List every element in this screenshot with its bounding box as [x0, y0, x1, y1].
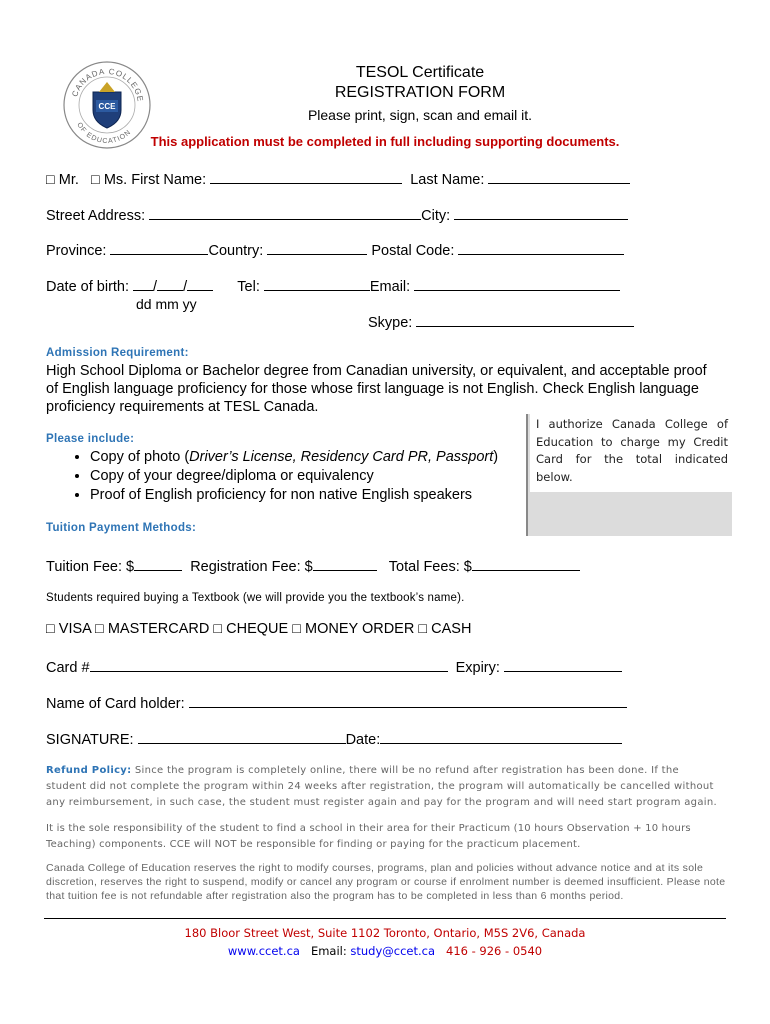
mr-checkbox[interactable]: □ Mr. — [46, 172, 79, 188]
province-label: Province: — [46, 243, 107, 259]
card-holder-field[interactable] — [189, 693, 627, 708]
registration-fee-field[interactable] — [313, 556, 377, 571]
admission-text: High School Diploma or Bachelor degree from Canadian university, or equivalent, and acceptable proof of English language proficiency for those whose first language is not English. Check English language proficiency requirements at TESL Canada. — [46, 363, 707, 415]
tel-label: Tel: — [237, 279, 260, 295]
footer-address: 180 Bloor Street West, Suite 1102 Toronto, Ontario, M5S 2V6, Canada — [184, 926, 586, 940]
logo-top-text: CANADA COLLEGE — [70, 66, 145, 103]
tuition-fee-label: Tuition Fee: $ — [46, 559, 135, 575]
include-item-photo: • Copy of photo (Driver’s License, Residency Card PR, Passport) — [90, 448, 570, 467]
include-item-degree: • Copy of your degree/diploma or equivalency — [90, 467, 570, 486]
street-label: Street Address: — [46, 208, 146, 224]
dob-row: Date of birth: / / Tel: Email: — [46, 276, 620, 295]
warning-text: This application must be completed in full including supporting documents. — [150, 134, 620, 149]
footer-divider — [44, 918, 726, 919]
postal-label: Postal Code: — [371, 243, 455, 259]
signature-label: SIGNATURE: — [46, 732, 134, 748]
tuition-fee-field[interactable] — [134, 556, 182, 571]
registration-fee-label: Registration Fee: $ — [190, 559, 313, 575]
card-number-field[interactable] — [90, 657, 448, 672]
form-subtitle: Please print, sign, scan and email it. — [307, 107, 533, 123]
website-link[interactable]: www.ccet.ca — [227, 944, 300, 958]
logo-bottom-text: OF EDUCATION — [75, 121, 133, 146]
last-name-label: Last Name: — [410, 172, 485, 188]
signature-field[interactable] — [138, 729, 346, 744]
ms-checkbox[interactable]: □ Ms. — [91, 172, 128, 188]
card-number-label: Card # — [46, 660, 90, 676]
authorize-text: I authorize Canada College of Education to charge my Credit Card for the total indicated below. — [530, 414, 732, 492]
form-title — [262, 64, 578, 102]
email-footer-label: Email: — [310, 944, 347, 958]
city-label: City: — [421, 208, 451, 224]
date-label: Date: — [345, 732, 381, 748]
country-label: Country: — [208, 243, 264, 259]
expiry-field[interactable] — [504, 657, 622, 672]
dob-label: Date of birth: — [46, 279, 130, 295]
title-line-2: REGISTRATION FORM — [334, 84, 506, 101]
title-line-1: TESOL Certificate — [355, 64, 485, 81]
practicum-note: It is the sole responsibility of the student to find a school in their area for their Practicum (10 hours Observation + 10 hours Teaching) components. CCE will NOT be responsible for finding or paying for the practicum placement. — [46, 823, 691, 850]
footer-contact — [0, 944, 770, 958]
logo-center-text: CCE — [98, 102, 116, 111]
include-heading: Please include: — [46, 433, 135, 445]
street-field[interactable] — [149, 205, 421, 220]
province-field[interactable] — [110, 240, 208, 255]
skype-row — [368, 312, 634, 331]
dob-format-hint: dd mm yy — [136, 296, 197, 312]
card-holder-row — [46, 693, 627, 712]
dob-month-field[interactable] — [157, 276, 183, 291]
admission-heading: Admission Requirement: — [46, 347, 189, 359]
refund-policy — [46, 763, 722, 811]
last-name-field[interactable] — [488, 169, 630, 184]
tuition-heading: Tuition Payment Methods: — [46, 522, 197, 534]
email-link[interactable]: study@ccet.ca — [350, 944, 436, 958]
textbook-note: Students required buying a Textbook (we will provide you the textbook’s name). — [46, 592, 465, 604]
first-name-label: First Name: — [131, 172, 207, 188]
province-row — [46, 240, 624, 259]
tel-field[interactable] — [264, 276, 370, 291]
postal-field[interactable] — [458, 240, 624, 255]
include-list — [46, 448, 570, 505]
reserves-note: Canada College of Education reserves the right to modify courses, programs, plan and policies without advance notice and at its sole discretion, reserves the right to suspend, modify or cancel any program or course if enrolment number is deemed insufficient. Please note that tuition fee is not refundable after registration also the program has to be completed in less than 6 months period. — [46, 862, 726, 902]
email-field[interactable] — [414, 276, 620, 291]
country-field[interactable] — [267, 240, 367, 255]
card-holder-label: Name of Card holder: — [46, 696, 185, 712]
card-row — [46, 657, 622, 676]
total-fees-label: Total Fees: $ — [388, 559, 472, 575]
payment-options[interactable]: □ VISA □ MASTERCARD □ CHEQUE □ MONEY ORDER □ CASH — [46, 621, 472, 637]
dob-year-field[interactable] — [187, 276, 213, 291]
address-row — [46, 205, 628, 224]
skype-label: Skype: — [368, 315, 413, 331]
date-field[interactable] — [380, 729, 622, 744]
expiry-label: Expiry: — [455, 660, 500, 676]
total-fees-field[interactable] — [472, 556, 580, 571]
refund-text: Since the program is completely online, there will be no refund after registration has been done. If the student did not complete the program within 24 weeks after registration, the program will automatically be cancelled without any reimbursement, in such case, the student must register again and pay for the program and will need start program again. — [46, 765, 717, 808]
include-item-english: • Proof of English proficiency for non native English speakers — [90, 486, 570, 505]
signature-row — [46, 729, 622, 748]
city-field[interactable] — [454, 205, 628, 220]
dob-day-field[interactable] — [133, 276, 153, 291]
phone-number: 416 - 926 - 0540 — [446, 944, 543, 958]
first-name-field[interactable] — [210, 169, 402, 184]
email-label: Email: — [369, 279, 411, 295]
skype-field[interactable] — [416, 312, 634, 327]
refund-label: Refund Policy: — [46, 765, 132, 776]
fees-row — [46, 556, 580, 575]
name-row — [46, 169, 630, 188]
